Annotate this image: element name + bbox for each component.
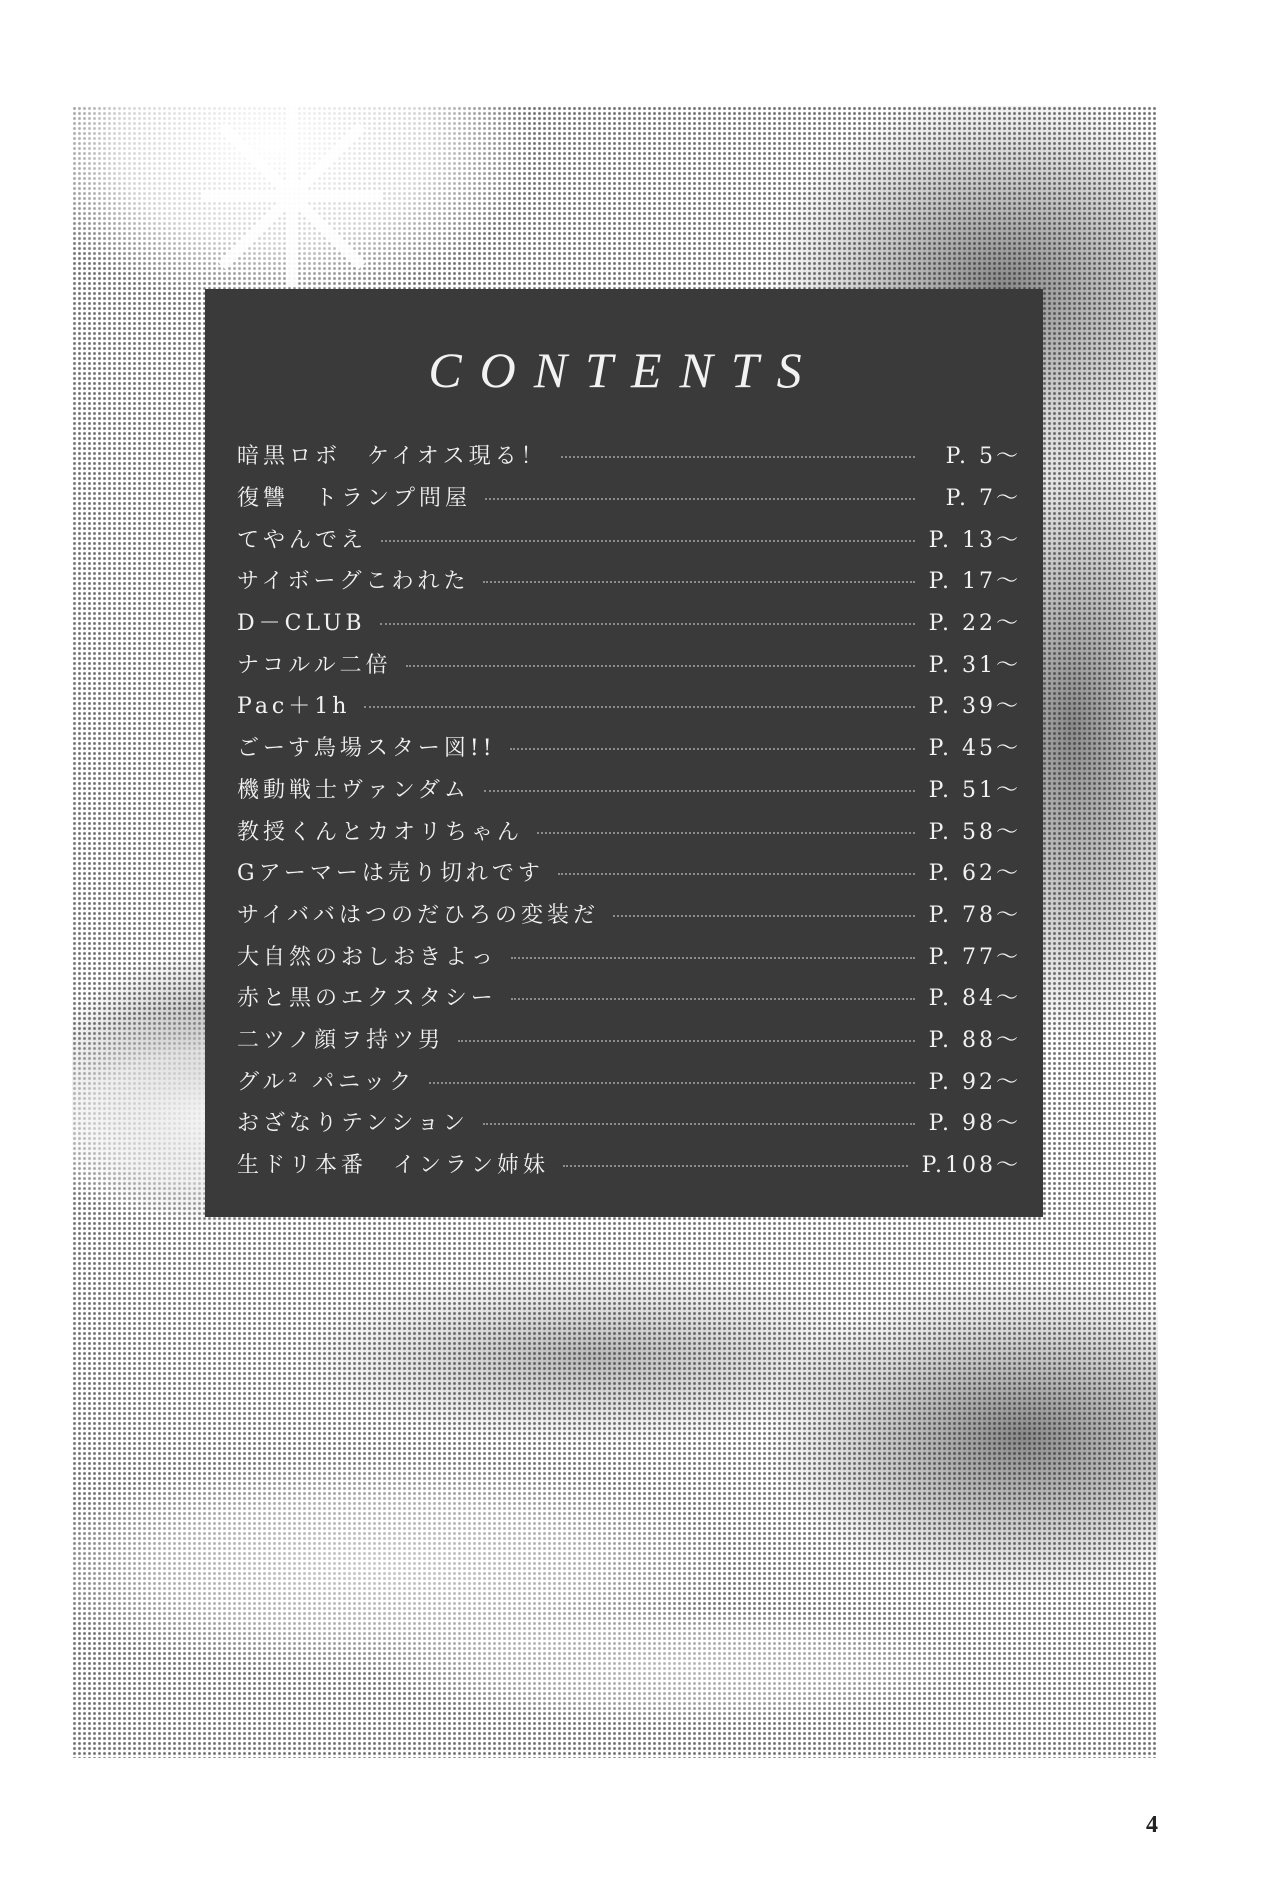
toc-item xyxy=(237,1101,1021,1143)
dot-leader xyxy=(537,831,915,834)
toc-item-title: 赤と黒のエクスタシー xyxy=(237,986,497,1012)
toc-item-page: P. 5～ xyxy=(945,444,1021,470)
dot-leader xyxy=(484,789,915,792)
toc-item-title: D－CLUB xyxy=(237,611,366,637)
toc-item-title: サイボーグこわれた xyxy=(237,569,470,595)
toc-item-page: P. 98～ xyxy=(928,1111,1021,1137)
toc-item-title: 二ツノ顔ヲ持ツ男 xyxy=(237,1027,445,1053)
toc-item-title: 教授くんとカオリちゃん xyxy=(237,819,524,845)
toc-item-page: P. 7～ xyxy=(945,486,1021,512)
dot-leader xyxy=(406,664,915,667)
toc-item-title: てやんでえ xyxy=(237,527,368,553)
page-number: 4 xyxy=(1146,1812,1158,1838)
dot-leader xyxy=(558,872,915,875)
toc-item-title: 暗黒ロボ ケイオス現る！ xyxy=(237,444,547,470)
toc-item-page: P. 51～ xyxy=(928,777,1021,803)
contents-panel xyxy=(205,289,1043,1217)
dot-leader xyxy=(485,497,915,500)
toc-item-title: Gアーマーは売り切れです xyxy=(237,861,544,887)
toc-item-title: ごーす鳥場スター図!! xyxy=(237,736,496,762)
dot-leader xyxy=(483,1122,915,1125)
toc-item xyxy=(237,934,1021,976)
toc-list xyxy=(237,434,1021,1184)
toc-item-page: P.108～ xyxy=(921,1153,1021,1179)
toc-item xyxy=(237,434,1021,476)
toc-item-title: Pac＋1h xyxy=(237,694,351,720)
toc-item xyxy=(237,559,1021,601)
toc-item xyxy=(237,976,1021,1018)
dot-leader xyxy=(483,580,914,583)
contents-title: CONTENTS xyxy=(428,342,820,398)
toc-item xyxy=(237,851,1021,893)
toc-item-page: P. 78～ xyxy=(928,902,1021,928)
toc-item xyxy=(237,684,1021,726)
dot-leader xyxy=(429,1081,914,1084)
dot-leader xyxy=(510,747,915,750)
dot-leader xyxy=(458,1039,915,1042)
toc-item xyxy=(237,726,1021,768)
toc-item-title: サイババはつのだひろの変装だ xyxy=(237,902,600,928)
toc-item-page: P. 77～ xyxy=(928,944,1021,970)
toc-item-page: P. 45～ xyxy=(928,736,1021,762)
toc-item-page: P. 39～ xyxy=(928,694,1021,720)
toc-item-page: P. 92～ xyxy=(928,1069,1021,1095)
toc-item-title: ナコルル二倍 xyxy=(237,652,392,678)
dot-leader xyxy=(511,997,915,1000)
dot-leader xyxy=(380,622,915,625)
toc-item xyxy=(237,1018,1021,1060)
toc-item-title: 復讐 トランプ問屋 xyxy=(237,486,472,512)
toc-item xyxy=(237,601,1021,643)
toc-item-title: 機動戦士ヴァンダム xyxy=(237,777,470,803)
toc-item-page: P. 88～ xyxy=(928,1027,1021,1053)
toc-item xyxy=(237,476,1021,518)
dot-leader xyxy=(511,956,915,959)
toc-item-title: おざなりテンション xyxy=(237,1111,469,1137)
toc-item-page: P. 31～ xyxy=(928,652,1021,678)
toc-item xyxy=(237,1059,1021,1101)
dot-leader xyxy=(613,914,915,917)
dot-leader xyxy=(381,539,915,542)
toc-item xyxy=(237,809,1021,851)
dot-leader xyxy=(561,455,915,458)
toc-item-title: 生ドリ本番 インラン姉妹 xyxy=(237,1153,550,1179)
toc-item-page: P. 22～ xyxy=(928,611,1021,637)
toc-item-page: P. 58～ xyxy=(928,819,1021,845)
toc-item xyxy=(237,893,1021,935)
dot-leader xyxy=(563,1164,908,1167)
dot-leader xyxy=(364,705,914,708)
toc-item-title: 大自然のおしおきよっ xyxy=(237,944,498,970)
toc-item xyxy=(237,768,1021,810)
toc-item-page: P. 62～ xyxy=(928,861,1021,887)
toc-item-title: グル² パニック xyxy=(237,1069,416,1095)
toc-item xyxy=(237,1143,1021,1185)
toc-item-page: P. 13～ xyxy=(928,527,1021,553)
toc-item-page: P. 17～ xyxy=(928,569,1021,595)
toc-item xyxy=(237,642,1021,684)
toc-item xyxy=(237,517,1021,559)
toc-item-page: P. 84～ xyxy=(928,986,1021,1012)
